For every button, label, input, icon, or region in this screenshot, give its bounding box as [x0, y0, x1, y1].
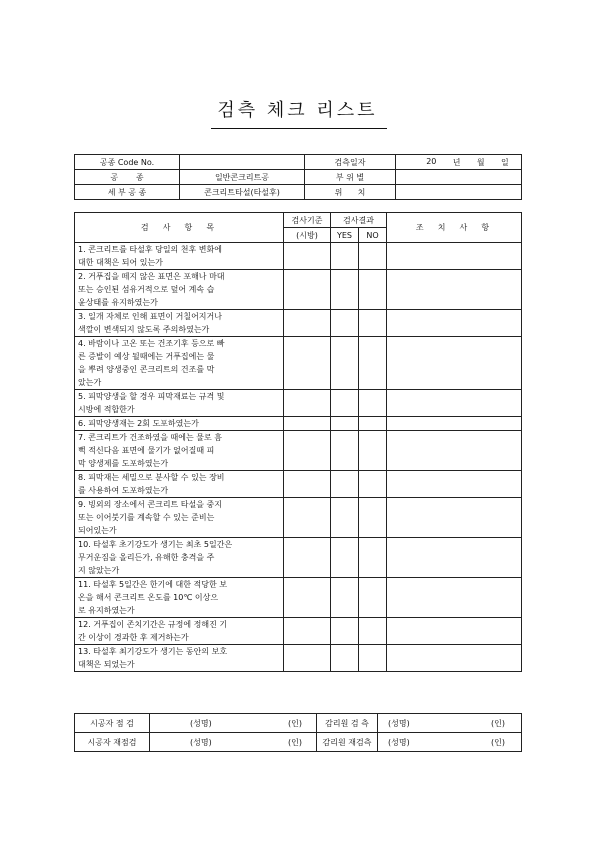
no-header: NO: [359, 228, 387, 243]
checklist-item-text: [75, 431, 284, 471]
criteria-cell[interactable]: [284, 645, 331, 672]
contractor-check-label: 시공자 점 검: [75, 714, 150, 733]
name-placeholder: (성명): [388, 718, 410, 728]
checklist-item-line: 간 이상이 경과한 후 제거하는가: [78, 633, 189, 642]
criteria-cell[interactable]: [284, 618, 331, 645]
action-cell[interactable]: [387, 618, 522, 645]
sub-value: 콘크리트타설(타설후): [180, 185, 305, 200]
date-day-unit: 일: [501, 157, 509, 167]
criteria-cell[interactable]: [284, 578, 331, 618]
criteria-cell[interactable]: [284, 390, 331, 417]
checklist-item-line: 1. 콘크리트를 타설후 당일의 천후 변화에: [78, 245, 222, 254]
no-cell[interactable]: [359, 578, 387, 618]
yes-cell[interactable]: [331, 243, 359, 270]
checklist-item-line: 윤상태를 유지하였는가: [78, 298, 158, 307]
action-cell[interactable]: [387, 645, 522, 672]
work-value: 일반콘크리트공: [180, 170, 305, 185]
code-label: 공종 Code No.: [75, 155, 180, 170]
yes-cell[interactable]: [331, 337, 359, 390]
info-table: [74, 154, 522, 200]
criteria-cell[interactable]: [284, 417, 331, 431]
checklist-row: [75, 417, 522, 431]
part-value[interactable]: [396, 170, 522, 185]
action-cell[interactable]: [387, 498, 522, 538]
checklist-row: [75, 390, 522, 417]
checklist-item-line: 온을 해서 콘크리트 온도를 10℃ 이상으: [78, 593, 219, 602]
action-cell[interactable]: [387, 578, 522, 618]
checklist-item-text: [75, 337, 284, 390]
yes-cell[interactable]: [331, 471, 359, 498]
checklist-item-line: 7. 콘크리트가 건조하였을 때에는 물로 흠: [78, 433, 222, 442]
no-cell[interactable]: [359, 538, 387, 578]
checklist-item-line: 되어있는가: [78, 526, 117, 535]
page-title: 검측 체크 리스트: [217, 100, 378, 121]
checklist-item-line: 3. 일개 자체로 인해 표면이 거칠어지거나: [78, 312, 222, 321]
sub-label: 세 부 공 종: [75, 185, 180, 200]
loc-label: 위 치: [305, 185, 396, 200]
action-header: 조 치 사 항: [387, 213, 522, 243]
date-value[interactable]: [396, 155, 522, 170]
no-cell[interactable]: [359, 390, 387, 417]
seal-placeholder: (인): [288, 718, 302, 728]
checklist-row: [75, 498, 522, 538]
no-cell[interactable]: [359, 645, 387, 672]
checklist-item-line: 대한 대책은 되어 있는가: [78, 258, 163, 267]
loc-value[interactable]: [396, 185, 522, 200]
criteria-cell[interactable]: [284, 471, 331, 498]
yes-header: YES: [331, 228, 359, 243]
no-cell[interactable]: [359, 417, 387, 431]
checklist-item-text: [75, 310, 284, 337]
checklist-item-text: [75, 538, 284, 578]
checklist-item-line: 5. 피막양생을 할 경우 피막재료는 규격 및: [78, 392, 225, 401]
criteria-cell[interactable]: [284, 538, 331, 578]
checklist-row: [75, 310, 522, 337]
checklist-item-text: [75, 618, 284, 645]
yes-cell[interactable]: [331, 417, 359, 431]
criteria-header: 검사기준: [284, 213, 331, 228]
no-cell[interactable]: [359, 431, 387, 471]
checklist-table: [74, 212, 522, 672]
checklist-item-text: [75, 270, 284, 310]
part-label: 부 위 별: [305, 170, 396, 185]
checklist-item-line: 시방에 적합한가: [78, 405, 135, 414]
checklist-row: [75, 243, 522, 270]
no-cell[interactable]: [359, 243, 387, 270]
seal-placeholder: (인): [491, 718, 505, 728]
checklist-item-line: 2. 거푸집을 떼지 않은 표면은 포해나 마대: [78, 272, 225, 281]
checklist-item-text: [75, 417, 284, 431]
checklist-item-line: 막 양생제를 도포하였는가: [78, 459, 169, 468]
no-cell[interactable]: [359, 270, 387, 310]
checklist-item-line: 무거운짐을 올리든가, 유해한 충격을 주: [78, 553, 215, 562]
checklist-item-line: 8. 피막재는 세밀으로 분사할 수 있는 장비: [78, 473, 225, 482]
checklist-item-text: [75, 645, 284, 672]
title-underline: [211, 128, 387, 129]
item-header: 검 사 항 목: [75, 213, 284, 243]
action-cell[interactable]: [387, 243, 522, 270]
contractor-recheck-signature[interactable]: [150, 733, 317, 752]
criteria-cell[interactable]: [284, 337, 331, 390]
checklist-item-line: 대책은 되었는가: [78, 660, 135, 669]
yes-cell[interactable]: [331, 618, 359, 645]
checklist-item-text: [75, 390, 284, 417]
checklist-row: [75, 431, 522, 471]
contractor-check-signature[interactable]: [150, 714, 317, 733]
checklist-item-line: 13. 타설후 최기강도가 생기는 동안의 보호: [78, 647, 228, 656]
checklist-item-line: 10. 타설후 초기강도가 생기는 최초 5일간은: [78, 540, 233, 549]
date-label: 검측일자: [305, 155, 396, 170]
action-cell[interactable]: [387, 431, 522, 471]
supervisor-recheck-signature[interactable]: [378, 733, 522, 752]
supervisor-check-label: 감리원 검 측: [317, 714, 378, 733]
checklist-row: [75, 645, 522, 672]
date-month-unit: 월: [476, 157, 485, 167]
checklist-item-text: [75, 498, 284, 538]
yes-cell[interactable]: [331, 390, 359, 417]
code-value[interactable]: [180, 155, 305, 170]
checklist-item-line: 또는 승인된 섬유거적으로 덮어 계속 습: [78, 285, 215, 294]
checklist-item-line: 을 뿌려 양생중인 콘크리트의 건조를 막: [78, 365, 215, 374]
checklist-item-line: 4. 바람이나 고온 또는 건조기후 등으로 빠: [78, 339, 225, 348]
sign-table: [74, 713, 522, 752]
contractor-recheck-label: 시공자 재점검: [75, 733, 150, 752]
checklist-item-line: 11. 타설후 5일간은 한기에 대한 적당한 보: [78, 580, 227, 589]
result-header: 검사결과: [331, 213, 387, 228]
checklist-row: [75, 337, 522, 390]
yes-cell[interactable]: [331, 270, 359, 310]
checklist-row: [75, 471, 522, 498]
yes-cell[interactable]: [331, 578, 359, 618]
action-cell[interactable]: [387, 471, 522, 498]
seal-placeholder: (인): [288, 737, 302, 747]
work-label: 공 종: [75, 170, 180, 185]
criteria-cell[interactable]: [284, 270, 331, 310]
action-cell[interactable]: [387, 270, 522, 310]
name-placeholder: (성명): [190, 737, 212, 747]
checklist-item-line: 로 유지하였는가: [78, 606, 135, 615]
no-cell[interactable]: [359, 471, 387, 498]
name-placeholder: (성명): [388, 737, 410, 747]
checklist-item-text: [75, 471, 284, 498]
no-cell[interactable]: [359, 498, 387, 538]
supervisor-check-signature[interactable]: [378, 714, 522, 733]
action-cell[interactable]: [387, 310, 522, 337]
no-cell[interactable]: [359, 618, 387, 645]
yes-cell[interactable]: [331, 498, 359, 538]
checklist-item-line: 또는 이어붓기를 계속할 수 있는 준비는: [78, 513, 215, 522]
checklist-item-line: 12. 거푸집이 존치기간은 규정에 정해진 기: [78, 620, 228, 629]
date-year-unit: 년: [452, 157, 461, 167]
checklist-item-text: [75, 578, 284, 618]
action-cell[interactable]: [387, 417, 522, 431]
checklist-item-line: 았는가: [78, 378, 102, 387]
checklist-item-line: 른 증발이 예상 될때에는 거푸집에는 물: [78, 352, 215, 361]
checklist-row: [75, 538, 522, 578]
action-cell[interactable]: [387, 337, 522, 390]
criteria-cell[interactable]: [284, 431, 331, 471]
yes-cell[interactable]: [331, 645, 359, 672]
criteria-cell[interactable]: [284, 498, 331, 538]
checklist-row: [75, 618, 522, 645]
no-cell[interactable]: [359, 337, 387, 390]
checklist-item-line: 를 사용하여 도포하였는가: [78, 486, 169, 495]
checklist-item-line: 지 않았는가: [78, 566, 120, 575]
checklist-item-line: 9. 빙외의 장소에서 콘크리트 타설을 중지: [78, 500, 222, 509]
yes-cell[interactable]: [331, 538, 359, 578]
action-cell[interactable]: [387, 390, 522, 417]
yes-cell[interactable]: [331, 431, 359, 471]
criteria-sub: (시방): [284, 228, 331, 243]
no-cell[interactable]: [359, 310, 387, 337]
checklist-row: [75, 578, 522, 618]
yes-cell[interactable]: [331, 310, 359, 337]
criteria-cell[interactable]: [284, 310, 331, 337]
date-year: 20: [426, 156, 437, 166]
checklist-item-line: 색깔이 변색되지 않도록 주의하였는가: [78, 325, 210, 334]
action-cell[interactable]: [387, 538, 522, 578]
criteria-cell[interactable]: [284, 243, 331, 270]
checklist-item-line: 뻑 적신다음 표면에 물기가 없어질때 피: [78, 446, 215, 455]
checklist-item-line: 6. 피막양생재는 2회 도포하였는가: [78, 419, 199, 428]
checklist-items: [75, 243, 522, 672]
checklist-row: [75, 270, 522, 310]
name-placeholder: (성명): [190, 718, 212, 728]
supervisor-recheck-label: 감리원 재검측: [317, 733, 378, 752]
seal-placeholder: (인): [491, 737, 505, 747]
checklist-item-text: [75, 243, 284, 270]
